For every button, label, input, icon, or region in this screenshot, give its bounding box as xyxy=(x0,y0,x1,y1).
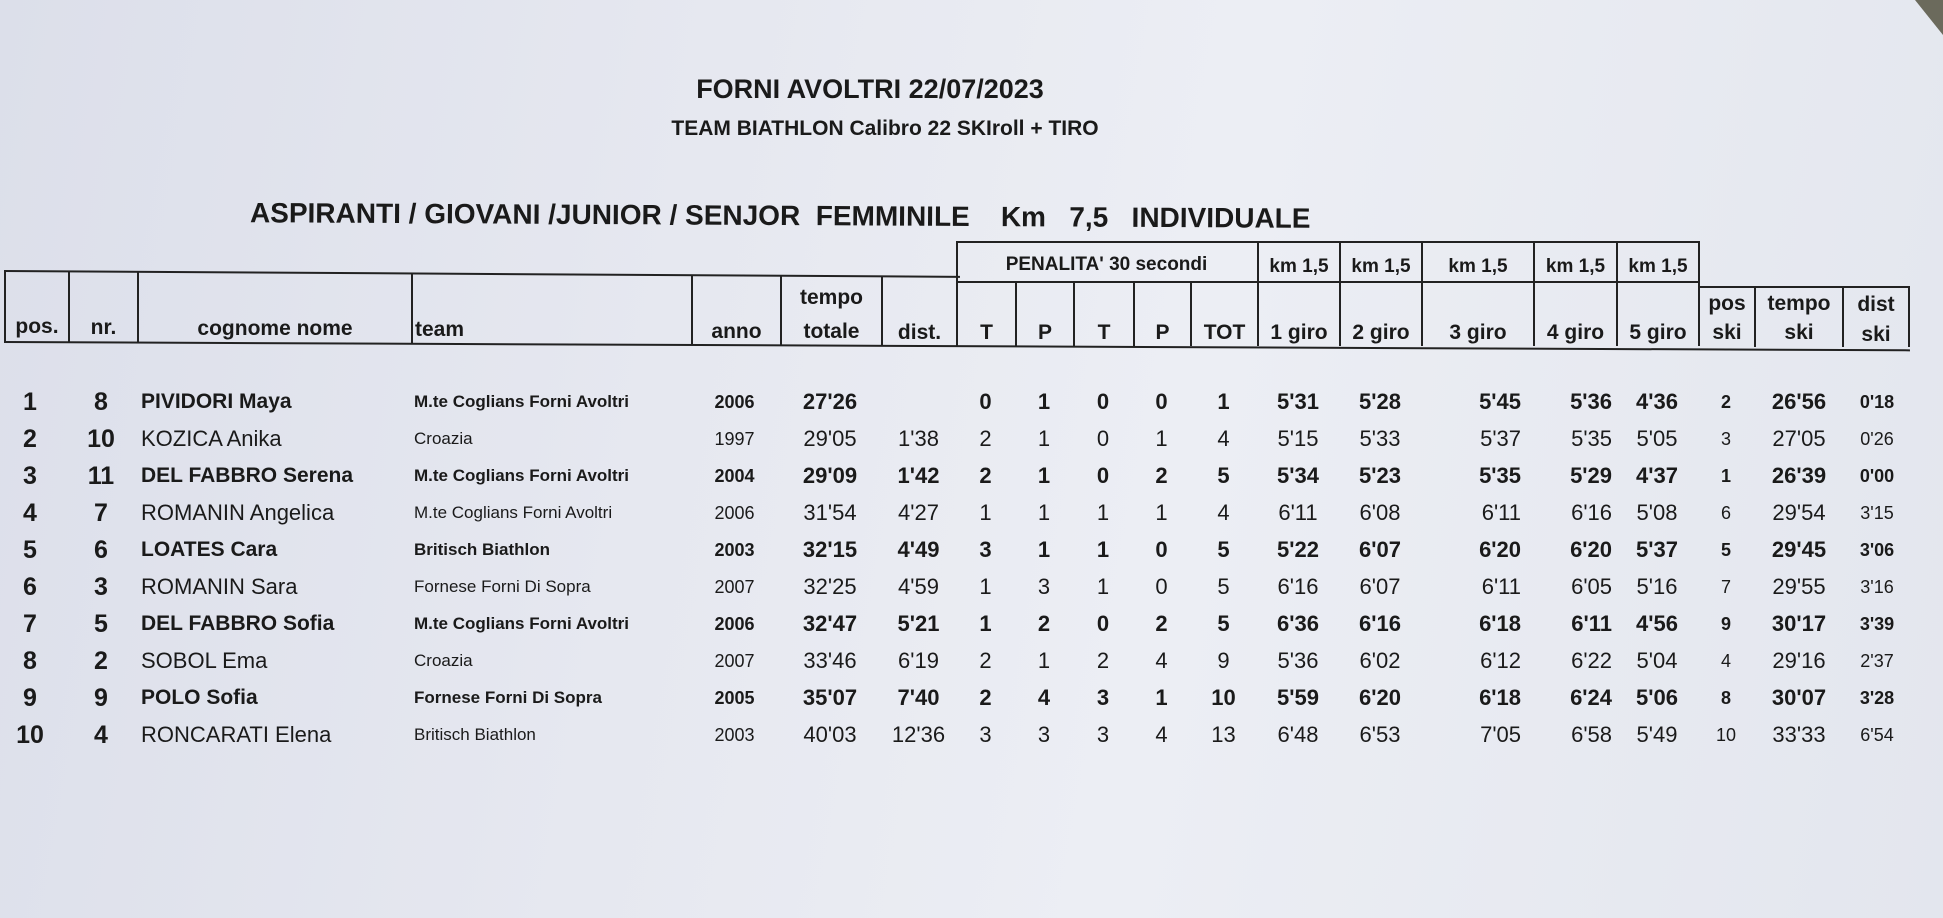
col-header-temposki-1: tempo xyxy=(1767,292,1831,315)
cell-p2: 4 xyxy=(1155,648,1168,674)
cell-g2: 6'07 xyxy=(1359,537,1401,563)
cell-t2: 1 xyxy=(1096,574,1110,600)
table-row xyxy=(0,569,1943,605)
col-header-temposki-2: ski xyxy=(1784,321,1814,344)
cell-pos: 10 xyxy=(16,721,44,750)
cell-g5: 5'06 xyxy=(1636,685,1678,711)
cell-p1: 1 xyxy=(1037,648,1051,674)
cell-p1: 1 xyxy=(1037,463,1051,489)
table-row xyxy=(0,458,1943,494)
col-header-t1: T xyxy=(980,321,993,344)
cell-posski: 6 xyxy=(1720,503,1731,524)
cell-g4: 6'58 xyxy=(1571,722,1612,748)
cell-nr: 8 xyxy=(94,388,108,416)
penalty-group-header: PENALITA' 30 secondi xyxy=(1005,254,1208,275)
cell-g4: 5'36 xyxy=(1570,389,1612,414)
cell-g4: 6'24 xyxy=(1570,685,1612,711)
cell-g5: 5'37 xyxy=(1636,537,1678,563)
cell-distski: 6'54 xyxy=(1860,725,1894,746)
cell-pos: 9 xyxy=(23,684,37,713)
cell-tempo: 32'25 xyxy=(803,574,857,600)
cell-g1: 5'34 xyxy=(1277,463,1319,489)
table-row xyxy=(0,421,1943,457)
col-header-pos: pos. xyxy=(15,315,59,338)
cell-p2: 1 xyxy=(1155,426,1168,452)
cell-t1: 2 xyxy=(979,426,992,452)
cell-dist: 5'21 xyxy=(897,611,940,637)
cell-g4: 6'11 xyxy=(1571,611,1612,637)
cell-posski: 1 xyxy=(1720,466,1731,487)
cell-g4: 6'16 xyxy=(1571,500,1612,526)
cell-temposki: 29'55 xyxy=(1772,574,1826,600)
cell-tot: 9 xyxy=(1217,648,1230,674)
cell-name: SOBOL Ema xyxy=(141,648,268,674)
cell-g4: 6'05 xyxy=(1571,574,1612,600)
cell-anno: 2006 xyxy=(714,503,755,524)
col-header-giro-1: 1 giro xyxy=(1270,321,1328,344)
cell-g1: 5'31 xyxy=(1277,389,1319,414)
cell-p2: 4 xyxy=(1155,722,1168,748)
cell-g3: 7'05 xyxy=(1480,722,1521,748)
cell-tot: 1 xyxy=(1217,389,1230,414)
table-row xyxy=(0,532,1943,568)
km-group-header-2: km 1,5 xyxy=(1351,256,1411,277)
cell-tempo: 27'26 xyxy=(802,389,858,414)
cell-pos: 1 xyxy=(23,388,37,416)
cell-temposki: 30'07 xyxy=(1771,685,1827,711)
cell-name: POLO Sofia xyxy=(141,686,258,710)
cell-team: Croazia xyxy=(414,429,473,449)
cell-g3: 6'18 xyxy=(1479,611,1521,637)
col-header-name: cognome nome xyxy=(197,317,353,340)
cell-name: ROMANIN Angelica xyxy=(141,500,335,526)
cell-t1: 1 xyxy=(979,500,992,526)
cell-p1: 1 xyxy=(1037,389,1051,414)
cell-t1: 2 xyxy=(979,685,992,711)
cell-posski: 4 xyxy=(1720,651,1731,672)
cell-posski: 8 xyxy=(1720,688,1731,709)
col-header-tempo-2: totale xyxy=(803,320,860,343)
cell-dist: 6'19 xyxy=(898,648,939,674)
cell-temposki: 30'17 xyxy=(1771,611,1827,637)
cell-g2: 6'08 xyxy=(1359,500,1401,526)
cell-tempo: 31'54 xyxy=(803,500,857,526)
cell-nr: 5 xyxy=(94,610,108,639)
cell-g5: 4'37 xyxy=(1636,463,1678,489)
cell-temposki: 26'39 xyxy=(1771,463,1827,489)
col-header-nr: nr. xyxy=(90,316,117,339)
col-header-team: team xyxy=(415,318,465,341)
cell-g3: 5'35 xyxy=(1479,463,1521,489)
cell-tot: 5 xyxy=(1217,463,1230,489)
col-header-distski-1: dist xyxy=(1857,293,1895,316)
cell-p1: 3 xyxy=(1037,574,1051,600)
col-header-p2: P xyxy=(1155,321,1170,344)
cell-p2: 1 xyxy=(1155,500,1168,526)
cell-tempo: 29'05 xyxy=(803,426,857,452)
cell-g3: 6'11 xyxy=(1481,500,1521,526)
col-header-posski-1: pos xyxy=(1708,292,1746,315)
cell-t1: 1 xyxy=(979,574,992,600)
cell-distski: 3'15 xyxy=(1860,503,1894,524)
cell-anno: 2007 xyxy=(714,651,755,672)
cell-temposki: 26'56 xyxy=(1771,389,1827,414)
cell-g3: 6'11 xyxy=(1481,574,1521,600)
category-title: ASPIRANTI / GIOVANI /JUNIOR / SENJOR FEMMINILE Km 7,5 INDIVIDUALE xyxy=(249,197,1311,234)
cell-temposki: 29'54 xyxy=(1772,500,1826,526)
cell-g2: 6'53 xyxy=(1359,722,1401,748)
cell-t2: 3 xyxy=(1096,722,1110,748)
cell-t2: 0 xyxy=(1096,611,1110,637)
cell-tempo: 35'07 xyxy=(802,685,858,711)
cell-g2: 6'20 xyxy=(1359,685,1401,711)
cell-g3: 6'18 xyxy=(1479,685,1521,711)
table-row xyxy=(0,495,1943,531)
cell-tempo: 33'46 xyxy=(803,648,857,674)
cell-g5: 5'16 xyxy=(1636,574,1678,600)
cell-p1: 2 xyxy=(1037,611,1051,637)
cell-p2: 2 xyxy=(1155,463,1168,489)
cell-distski: 3'39 xyxy=(1859,614,1895,635)
col-header-giro-4: 4 giro xyxy=(1546,321,1605,344)
cell-g1: 6'36 xyxy=(1277,611,1319,637)
cell-g3: 6'20 xyxy=(1479,537,1521,563)
cell-nr: 7 xyxy=(94,499,108,528)
cell-pos: 4 xyxy=(23,499,37,528)
cell-g4: 6'22 xyxy=(1571,648,1612,674)
page-title: FORNI AVOLTRI 22/07/2023 xyxy=(696,74,1044,104)
table-row xyxy=(0,680,1943,716)
cell-tot: 5 xyxy=(1217,611,1230,637)
cell-pos: 3 xyxy=(23,462,37,491)
cell-dist: 4'27 xyxy=(898,500,939,526)
cell-tempo: 32'47 xyxy=(802,611,858,637)
cell-g2: 6'02 xyxy=(1359,648,1401,674)
cell-name: DEL FABBRO Serena xyxy=(141,464,353,488)
cell-dist: 4'59 xyxy=(898,574,939,600)
cell-name: RONCARATI Elena xyxy=(141,722,332,748)
cell-g1: 6'48 xyxy=(1277,722,1319,748)
cell-t2: 0 xyxy=(1096,426,1110,452)
cell-p1: 1 xyxy=(1037,426,1051,452)
cell-tot: 10 xyxy=(1211,685,1236,711)
cell-g2: 5'28 xyxy=(1359,389,1401,414)
cell-nr: 11 xyxy=(87,462,115,491)
cell-anno: 2006 xyxy=(714,614,755,635)
cell-p1: 3 xyxy=(1037,722,1051,748)
cell-team: Britisch Biathlon xyxy=(414,725,536,745)
cell-g5: 5'05 xyxy=(1636,426,1678,452)
cell-nr: 6 xyxy=(94,536,108,565)
cell-posski: 2 xyxy=(1720,392,1731,412)
col-header-giro-5: 5 giro xyxy=(1629,321,1687,344)
cell-p2: 0 xyxy=(1155,389,1168,414)
cell-name: KOZICA Anika xyxy=(141,426,282,452)
cell-tempo: 40'03 xyxy=(803,722,857,748)
cell-team: M.te Coglians Forni Avoltri xyxy=(414,614,630,634)
cell-t2: 0 xyxy=(1096,389,1110,414)
cell-anno: 2003 xyxy=(714,725,755,746)
cell-t2: 0 xyxy=(1096,463,1110,489)
cell-t1: 0 xyxy=(979,389,992,414)
cell-dist: 1'38 xyxy=(898,426,939,452)
page-subtitle: TEAM BIATHLON Calibro 22 SKIroll + TIRO xyxy=(671,117,1099,140)
cell-posski: 9 xyxy=(1720,614,1731,635)
cell-g2: 5'33 xyxy=(1359,426,1401,452)
cell-team: Croazia xyxy=(414,651,473,671)
cell-name: LOATES Cara xyxy=(141,538,278,562)
table-row xyxy=(0,606,1943,642)
cell-distski: 0'00 xyxy=(1859,466,1895,487)
col-header-tot: TOT xyxy=(1203,321,1246,344)
cell-g1: 6'16 xyxy=(1277,574,1319,600)
cell-t2: 1 xyxy=(1096,537,1110,563)
cell-g2: 5'23 xyxy=(1359,463,1401,489)
cell-t2: 2 xyxy=(1096,648,1110,674)
cell-g4: 5'35 xyxy=(1571,426,1612,452)
cell-name: DEL FABBRO Sofia xyxy=(141,612,335,636)
cell-t1: 2 xyxy=(979,463,992,489)
col-header-distski-2: ski xyxy=(1861,323,1891,346)
cell-t1: 3 xyxy=(979,722,992,748)
cell-tempo: 32'15 xyxy=(802,537,858,563)
col-header-giro-2: 2 giro xyxy=(1352,321,1410,344)
cell-p1: 1 xyxy=(1037,500,1051,526)
cell-g3: 5'45 xyxy=(1479,389,1521,414)
cell-anno: 2005 xyxy=(714,688,755,709)
cell-p2: 1 xyxy=(1155,685,1168,711)
cell-tot: 13 xyxy=(1211,722,1236,748)
cell-temposki: 29'45 xyxy=(1771,537,1827,563)
cell-g4: 6'20 xyxy=(1570,537,1612,563)
cell-p1: 1 xyxy=(1037,537,1051,563)
cell-nr: 10 xyxy=(87,425,115,454)
cell-nr: 2 xyxy=(94,647,108,676)
cell-anno: 2006 xyxy=(714,392,755,412)
table-row xyxy=(0,643,1943,679)
cell-anno: 2007 xyxy=(714,577,755,598)
cell-t2: 3 xyxy=(1096,685,1110,711)
cell-pos: 2 xyxy=(23,425,37,454)
cell-anno: 2004 xyxy=(714,466,755,487)
cell-g1: 6'11 xyxy=(1278,500,1318,526)
cell-distski: 2'37 xyxy=(1860,651,1894,672)
cell-posski: 10 xyxy=(1715,725,1737,746)
cell-distski: 3'28 xyxy=(1859,688,1895,709)
cell-distski: 3'16 xyxy=(1860,577,1894,598)
cell-nr: 9 xyxy=(94,684,108,713)
cell-nr: 4 xyxy=(94,721,108,750)
table-row xyxy=(0,717,1943,753)
cell-tot: 5 xyxy=(1217,537,1230,563)
cell-nr: 3 xyxy=(94,573,108,602)
cell-p2: 2 xyxy=(1155,611,1168,637)
cell-pos: 6 xyxy=(23,573,37,602)
cell-distski: 0'26 xyxy=(1860,429,1894,450)
cell-name: PIVIDORI Maya xyxy=(141,390,292,413)
cell-g5: 5'08 xyxy=(1636,500,1678,526)
col-header-tempo-1: tempo xyxy=(800,286,863,309)
cell-g5: 5'49 xyxy=(1636,722,1678,748)
km-group-header-1: km 1,5 xyxy=(1269,256,1329,277)
cell-g1: 5'36 xyxy=(1277,648,1319,674)
cell-dist: 4'49 xyxy=(897,537,940,563)
km-group-header-5: km 1,5 xyxy=(1628,256,1688,277)
cell-dist: 1'42 xyxy=(897,463,940,489)
col-header-anno: anno xyxy=(711,320,762,343)
cell-g2: 6'07 xyxy=(1359,574,1401,600)
cell-tot: 5 xyxy=(1217,574,1230,600)
cell-posski: 7 xyxy=(1720,577,1731,598)
cell-name: ROMANIN Sara xyxy=(141,574,298,600)
cell-posski: 3 xyxy=(1720,429,1731,450)
cell-tot: 4 xyxy=(1217,426,1230,452)
cell-team: Britisch Biathlon xyxy=(414,540,551,560)
km-group-header-4: km 1,5 xyxy=(1545,256,1606,277)
cell-posski: 5 xyxy=(1720,540,1731,561)
cell-t1: 2 xyxy=(979,648,992,674)
cell-g5: 5'04 xyxy=(1636,648,1678,674)
cell-t1: 1 xyxy=(979,611,992,637)
cell-p2: 0 xyxy=(1155,537,1168,563)
cell-team: M.te Coglians Forni Avoltri xyxy=(414,466,630,486)
cell-pos: 5 xyxy=(23,536,37,565)
cell-p1: 4 xyxy=(1037,685,1051,711)
cell-distski: 0'18 xyxy=(1859,392,1895,412)
km-group-header-3: km 1,5 xyxy=(1448,256,1508,277)
cell-tempo: 29'09 xyxy=(802,463,858,489)
cell-g2: 6'16 xyxy=(1359,611,1401,637)
col-header-posski-2: ski xyxy=(1712,321,1742,344)
cell-g5: 4'56 xyxy=(1636,611,1678,637)
cell-temposki: 27'05 xyxy=(1772,426,1826,452)
cell-anno: 2003 xyxy=(714,540,755,561)
table-row xyxy=(0,384,1943,420)
cell-p2: 0 xyxy=(1155,574,1168,600)
cell-temposki: 33'33 xyxy=(1772,722,1826,748)
cell-dist: 7'40 xyxy=(897,685,940,711)
col-header-t2: T xyxy=(1097,321,1111,344)
cell-anno: 1997 xyxy=(714,429,755,450)
cell-dist: 12'36 xyxy=(891,722,946,748)
cell-distski: 3'06 xyxy=(1859,540,1895,561)
cell-tot: 4 xyxy=(1217,500,1230,526)
cell-g3: 5'37 xyxy=(1480,426,1521,452)
col-header-dist: dist. xyxy=(897,321,942,344)
cell-g1: 5'15 xyxy=(1277,426,1319,452)
cell-team: Fornese Forni Di Sopra xyxy=(414,577,591,597)
cell-g4: 5'29 xyxy=(1570,463,1612,489)
cell-g1: 5'22 xyxy=(1277,537,1319,563)
cell-t1: 3 xyxy=(979,537,992,563)
cell-team: Fornese Forni Di Sopra xyxy=(414,688,602,708)
cell-t2: 1 xyxy=(1096,500,1110,526)
cell-temposki: 29'16 xyxy=(1772,648,1826,674)
cell-pos: 8 xyxy=(23,647,37,676)
cell-g3: 6'12 xyxy=(1480,648,1521,674)
cell-team: M.te Coglians Forni Avoltri xyxy=(414,392,630,411)
cell-team: M.te Coglians Forni Avoltri xyxy=(414,503,613,523)
cell-pos: 7 xyxy=(23,610,37,639)
cell-g5: 4'36 xyxy=(1636,389,1678,414)
col-header-giro-3: 3 giro xyxy=(1449,321,1507,344)
col-header-p1: P xyxy=(1037,321,1052,344)
cell-g1: 5'59 xyxy=(1277,685,1319,711)
